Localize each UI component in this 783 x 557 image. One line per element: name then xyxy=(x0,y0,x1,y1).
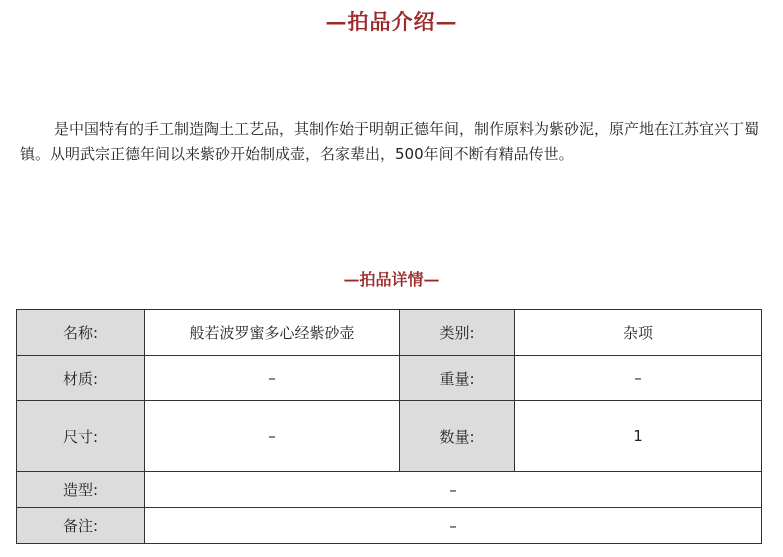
table-row-remark xyxy=(17,508,762,544)
details-table xyxy=(16,309,762,544)
name-label: 名称: xyxy=(17,310,145,356)
quantity-label: 数量: xyxy=(400,401,515,472)
shape-label: 造型: xyxy=(17,472,145,508)
material-value: – xyxy=(145,356,400,401)
table-row-shape xyxy=(17,472,762,508)
category-label: 类别: xyxy=(400,310,515,356)
table-row-size xyxy=(17,401,762,472)
remark-value: – xyxy=(145,508,762,544)
size-value: – xyxy=(145,401,400,472)
weight-label: 重量: xyxy=(400,356,515,401)
intro-title: —拍品介绍— xyxy=(325,9,458,34)
name-value: 般若波罗蜜多心经紫砂壶 xyxy=(145,310,400,356)
table-row-material xyxy=(17,356,762,401)
category-value: 杂项 xyxy=(515,310,762,356)
remark-label: 备注: xyxy=(17,508,145,544)
shape-value: – xyxy=(145,472,762,508)
weight-value: – xyxy=(515,356,762,401)
intro-description: 是中国特有的手工制造陶土工艺品，其制作始于明朝正德年间，制作原料为紫砂泥，原产地在江苏宜兴丁蜀镇。从明武宗正德年间以来紫砂开始制成壶，名家辈出，500年间不断有精品传世。 xyxy=(20,120,760,163)
quantity-value: 1 xyxy=(515,401,762,472)
details-title: —拍品详情— xyxy=(343,270,440,289)
material-label: 材质: xyxy=(17,356,145,401)
size-label: 尺寸: xyxy=(17,401,145,472)
table-row-name xyxy=(17,310,762,356)
